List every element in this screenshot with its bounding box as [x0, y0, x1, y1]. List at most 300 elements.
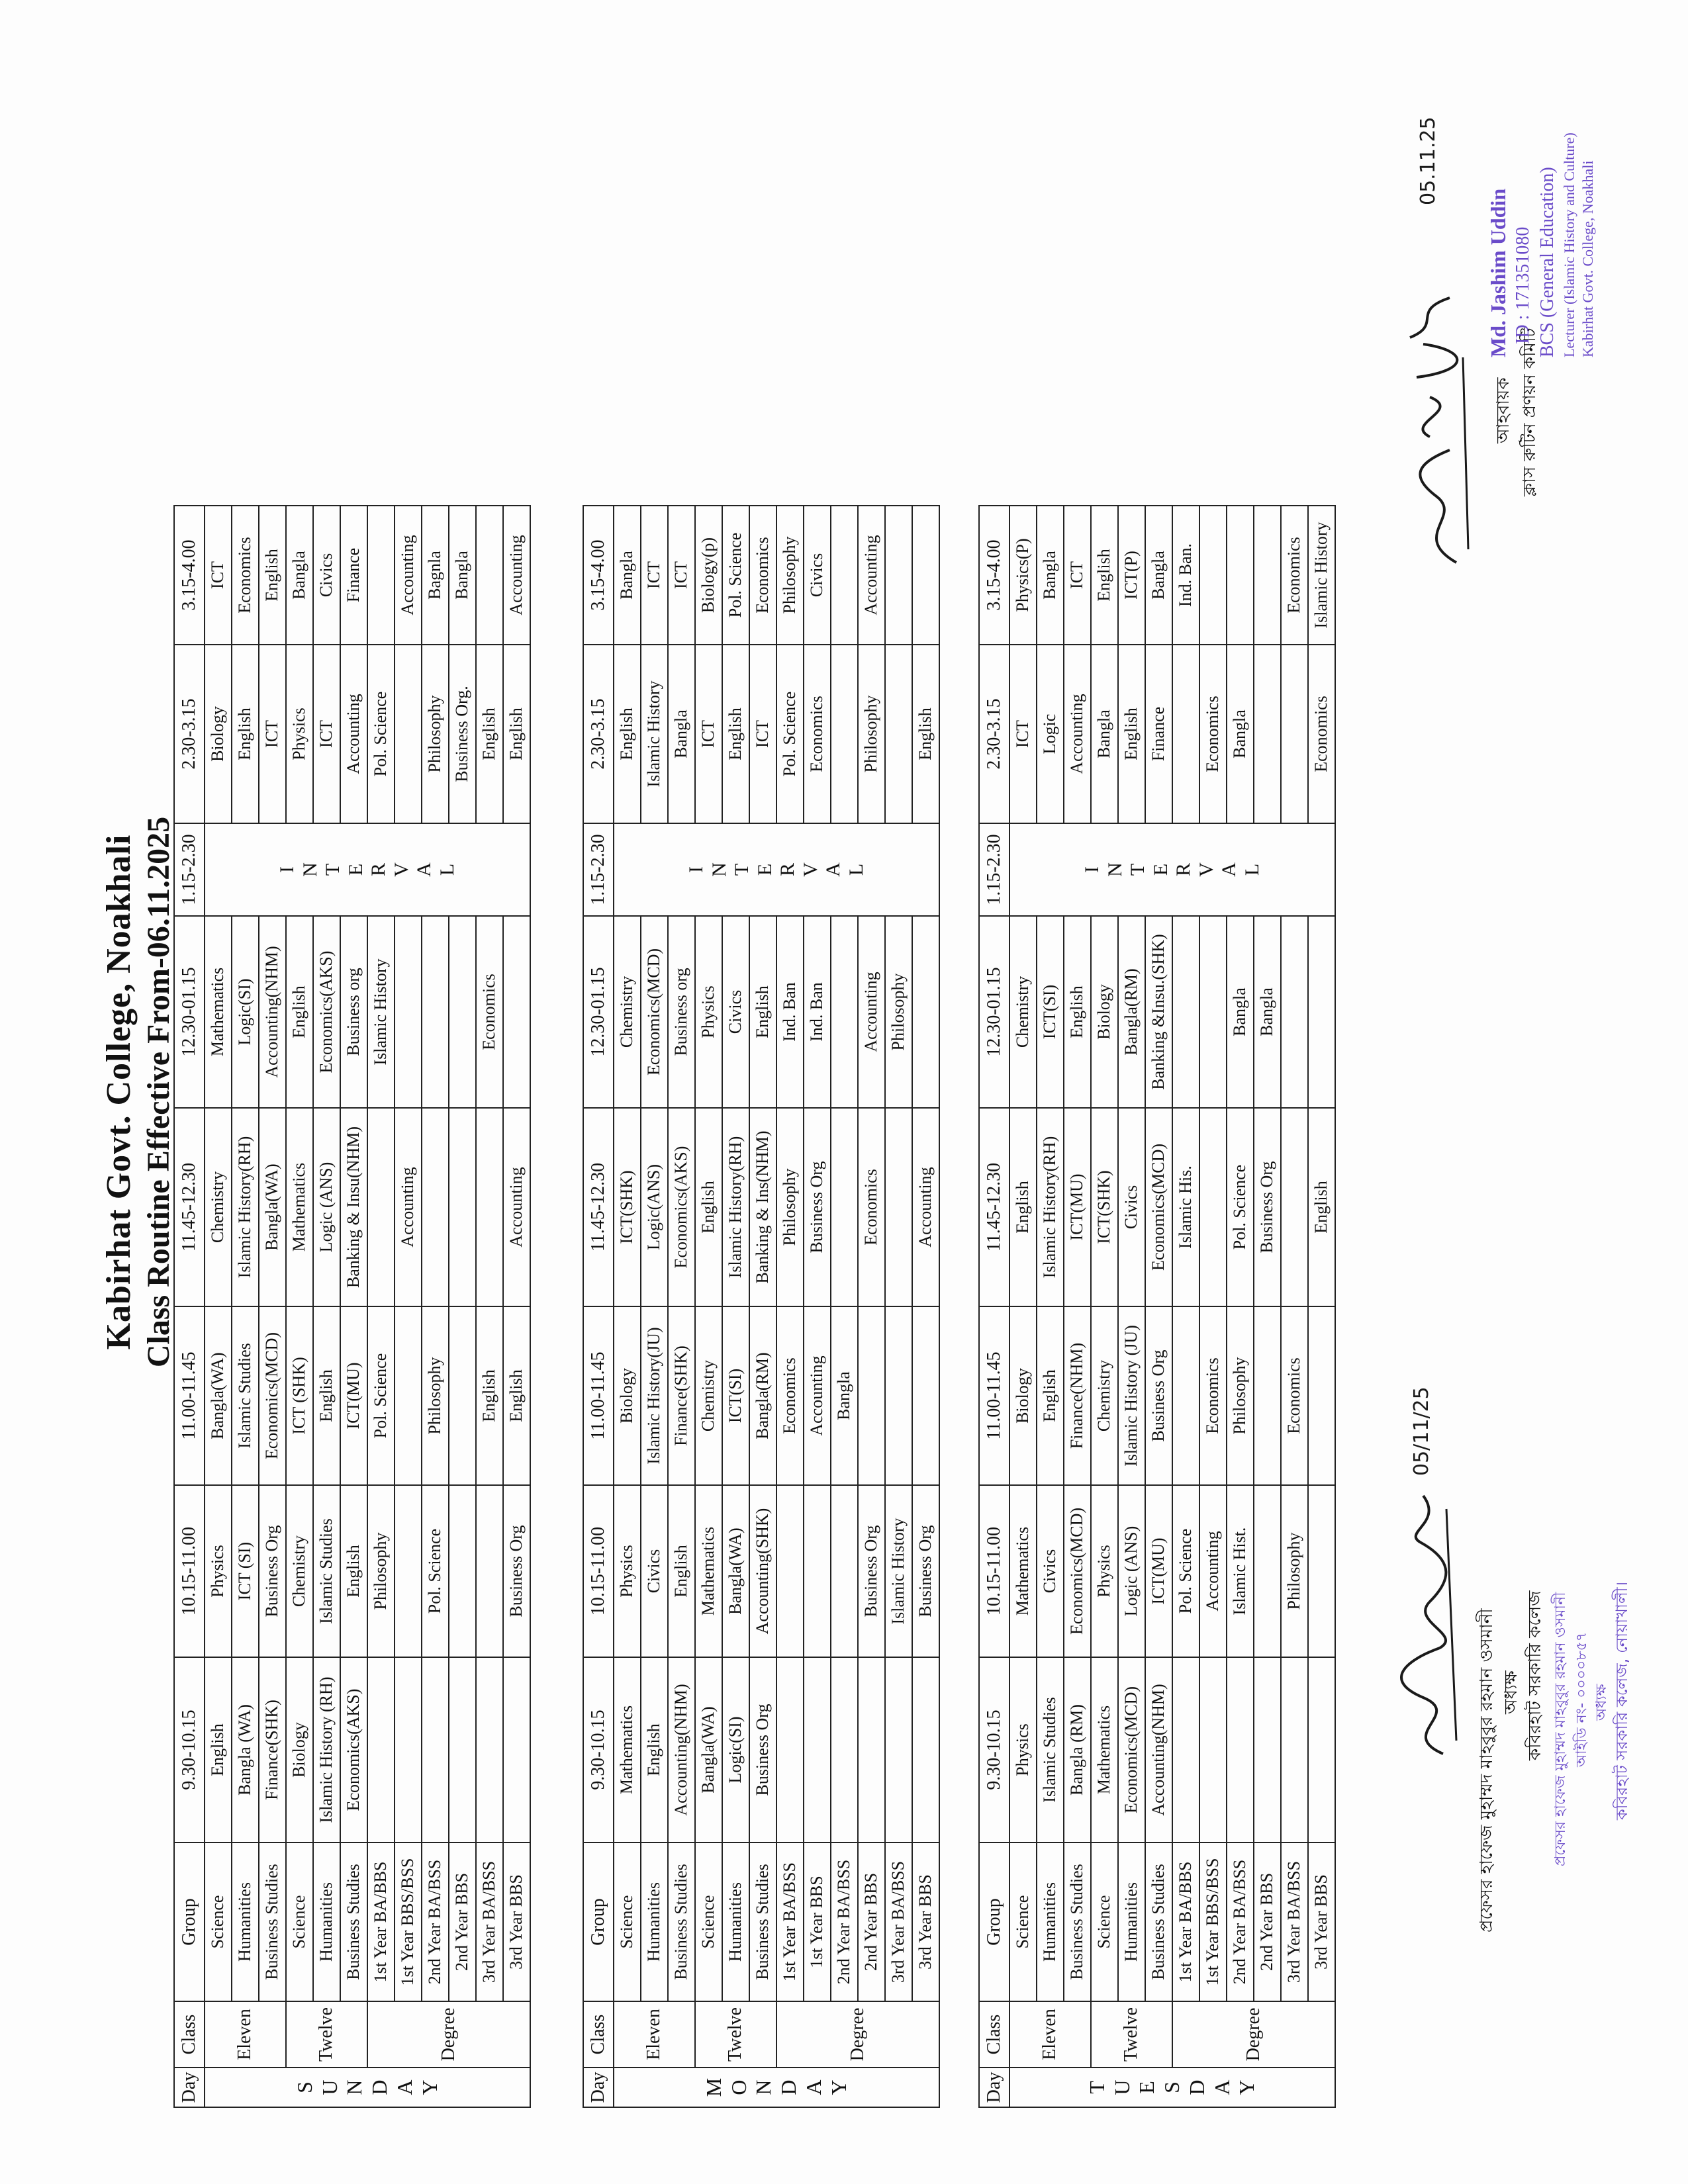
header-day: Day [174, 2068, 205, 2107]
routine-cell: Economics [858, 1108, 885, 1306]
routine-cell [1308, 1306, 1335, 1485]
routine-cell [476, 1485, 503, 1657]
routine-cell: Accounting [858, 506, 885, 645]
routine-cell: Bangla [1227, 916, 1254, 1108]
routine-cell: Economics [1281, 506, 1308, 645]
class-cell: Degree [776, 2001, 939, 2068]
interval-cell: I N T E R V A L [614, 823, 939, 916]
table-row [1145, 506, 1172, 2107]
routine-cell [831, 506, 858, 645]
group-cell: Business Studies [259, 1843, 286, 2001]
group-cell: 2nd Year BA/BSS [422, 1843, 449, 2001]
routine-cell: Bangla(RM) [749, 1306, 776, 1485]
table-row [858, 506, 885, 2107]
routine-cell: Islamic History(JU) [641, 1306, 668, 1485]
routine-cell: Business Org [1145, 1306, 1172, 1485]
principal-stamp-college: কবিরহাট সরকারি কলেজ, নোয়াখালী। [1613, 1581, 1631, 1820]
table-row [912, 506, 939, 2107]
monday-routine-table [583, 505, 940, 2108]
routine-cell: Biology [1091, 916, 1118, 1108]
table-row [1118, 506, 1145, 2107]
routine-cell: Chemistry [1009, 916, 1037, 1108]
routine-cell: Accounting [804, 1306, 831, 1485]
convener-stamp-name: Md. Jashim Uddin [1486, 188, 1510, 357]
routine-cell [1254, 1657, 1281, 1843]
routine-cell: Logic(ANS) [641, 1108, 668, 1306]
group-cell: Business Studies [340, 1843, 367, 2001]
principal-sign-date: 05/11/25 [1410, 1387, 1433, 1476]
header-time-slot: 2.30-3.15 [979, 645, 1009, 823]
group-cell: 3rd Year BA/BSS [885, 1843, 912, 2001]
routine-cell: English [313, 1306, 340, 1485]
routine-cell [449, 1485, 476, 1657]
routine-cell: Bangla [1254, 916, 1281, 1108]
routine-cell: Pol. Science [367, 1306, 395, 1485]
routine-cell: Business org [668, 916, 695, 1108]
routine-cell: Economics [232, 506, 259, 645]
routine-cell: ICT [1064, 506, 1091, 645]
routine-cell [1281, 1657, 1308, 1843]
routine-cell [449, 916, 476, 1108]
routine-cell: Accounting(NHM) [1145, 1657, 1172, 1843]
routine-cell: English [614, 645, 641, 823]
routine-cell: ICT(MU) [1145, 1485, 1172, 1657]
routine-cell [1308, 1657, 1335, 1843]
routine-cell: English [503, 1306, 530, 1485]
class-cell: Twelve [286, 2001, 367, 2068]
routine-cell [1172, 1306, 1199, 1485]
principal-stamp-designation: অধ্যক্ষ [1593, 1684, 1610, 1721]
routine-cell [449, 1306, 476, 1485]
routine-cell: Logic(SI) [722, 1657, 749, 1843]
table-row [503, 506, 530, 2107]
routine-cell: English [695, 1108, 722, 1306]
routine-cell: Economics(AKS) [340, 1657, 367, 1843]
routine-cell: English [722, 645, 749, 823]
routine-cell: Finance(SHK) [259, 1657, 286, 1843]
routine-cell: ICT [749, 645, 776, 823]
routine-cell: Islamic History (RH) [313, 1657, 340, 1843]
header-time-slot: 9.30-10.15 [583, 1657, 614, 1843]
routine-cell: Bangla [668, 645, 695, 823]
table-row [1172, 506, 1199, 2107]
routine-cell: Accounting [1199, 1485, 1227, 1657]
table-row [1281, 506, 1308, 2107]
routine-cell [776, 1657, 804, 1843]
routine-cell: Accounting [503, 506, 530, 645]
routine-cell: Ind. Ban [804, 916, 831, 1108]
routine-cell: English [1037, 1306, 1064, 1485]
header-class: Class [174, 2001, 205, 2068]
group-cell: 2nd Year BBS [1254, 1843, 1281, 2001]
group-cell: Humanities [722, 1843, 749, 2001]
header-time-slot: 12.30-01.15 [583, 916, 614, 1108]
convener-committee: ক্লাস রুটিন প্রণয়ন কমিটি [1520, 328, 1540, 496]
group-cell: 2nd Year BBS [449, 1843, 476, 2001]
group-cell: Science [614, 1843, 641, 2001]
routine-cell: Chemistry [205, 1108, 232, 1306]
routine-cell: Physics [1091, 1485, 1118, 1657]
group-cell: 1st Year BBS/BSS [1199, 1843, 1227, 2001]
table-row [422, 506, 449, 2107]
routine-cell: ICT(SI) [722, 1306, 749, 1485]
routine-cell: Physics [614, 1485, 641, 1657]
routine-cell [1199, 916, 1227, 1108]
table-row [259, 506, 286, 2107]
routine-cell: Finance(SHK) [668, 1306, 695, 1485]
header-day: Day [979, 2068, 1009, 2107]
convener-signature-scribble [1390, 232, 1483, 576]
group-cell: 1st Year BBS/BSS [395, 1843, 422, 2001]
table-row [695, 506, 722, 2107]
routine-cell: Islamic His. [1172, 1108, 1199, 1306]
routine-cell [1254, 506, 1281, 645]
routine-cell: Mathematics [286, 1108, 313, 1306]
routine-cell: English [641, 1657, 668, 1843]
day-cell: M O N D A Y [614, 2068, 939, 2107]
routine-cell: English [668, 1485, 695, 1657]
routine-cell [885, 645, 912, 823]
routine-cell: Bangla [449, 506, 476, 645]
routine-cell: Economics(AKS) [313, 916, 340, 1108]
routine-cell: Accounting(NHM) [259, 916, 286, 1108]
routine-cell: Bangla [831, 1306, 858, 1485]
interval-cell: I N T E R V A L [1009, 823, 1335, 916]
routine-cell: ICT [259, 645, 286, 823]
table-row [1227, 506, 1254, 2107]
routine-cell: Ind. Ban. [1172, 506, 1199, 645]
routine-cell: Islamic History (JU) [1118, 1306, 1145, 1485]
table-row [1037, 506, 1064, 2107]
routine-cell: Philosophy [1281, 1485, 1308, 1657]
class-cell: Degree [367, 2001, 530, 2068]
table-row [1199, 506, 1227, 2107]
principal-stamp-name: প্রফেসর হাফেজ মুহাম্মদ মাহবুবুর রহমান ওসমানী [1552, 1592, 1569, 1866]
routine-cell: English [1118, 645, 1145, 823]
routine-cell [1254, 645, 1281, 823]
routine-cell: Civics [804, 506, 831, 645]
header-time-slot: 11.00-11.45 [583, 1306, 614, 1485]
table-row [804, 506, 831, 2107]
table-row [1064, 506, 1091, 2107]
routine-cell: Civics [641, 1485, 668, 1657]
routine-cell: ICT(SI) [1037, 916, 1064, 1108]
routine-cell [1199, 506, 1227, 645]
table-row [476, 506, 503, 2107]
convener-sign-date: 05.11.25 [1417, 116, 1440, 205]
group-cell: Business Studies [749, 1843, 776, 2001]
tuesday-routine-table [978, 505, 1336, 2108]
routine-cell: Chemistry [614, 916, 641, 1108]
routine-cell [422, 916, 449, 1108]
group-cell: 2nd Year BBS [858, 1843, 885, 2001]
group-cell: 1st Year BA/BBS [1172, 1843, 1199, 2001]
routine-cell [912, 506, 939, 645]
routine-cell: Mathematics [1091, 1657, 1118, 1843]
routine-cell: Economics [776, 1306, 804, 1485]
routine-cell: ICT [668, 506, 695, 645]
routine-cell: Biology [205, 645, 232, 823]
routine-cell [476, 1108, 503, 1306]
routine-cell [395, 1306, 422, 1485]
routine-cell [1199, 1657, 1227, 1843]
routine-cell: Civics [722, 916, 749, 1108]
header-group: Group [583, 1843, 614, 2001]
header-day: Day [583, 2068, 614, 2107]
day-cell: T U E S D A Y [1009, 2068, 1335, 2107]
routine-cell [422, 1657, 449, 1843]
convener-designation: আহবায়ক [1493, 377, 1513, 443]
routine-cell: English [503, 645, 530, 823]
routine-cell [367, 1108, 395, 1306]
routine-cell: Biology [286, 1657, 313, 1843]
class-cell: Twelve [1091, 2001, 1172, 2068]
routine-cell: Pol. Science [1172, 1485, 1199, 1657]
principal-signature-scribble [1383, 1482, 1470, 1760]
routine-cell: Banking & Ins(NHM) [749, 1108, 776, 1306]
routine-cell: Economics(MCD) [1145, 1108, 1172, 1306]
routine-cell: ICT (SI) [232, 1485, 259, 1657]
table-row [1254, 506, 1281, 2107]
routine-cell: English [1064, 916, 1091, 1108]
routine-cell: Islamic Studies [313, 1485, 340, 1657]
routine-cell: Islamic Hist. [1227, 1485, 1254, 1657]
routine-cell: Economics(AKS) [668, 1108, 695, 1306]
header-time-slot: 11.45-12.30 [979, 1108, 1009, 1306]
class-cell: Degree [1172, 2001, 1335, 2068]
routine-cell: Philosophy [1227, 1306, 1254, 1485]
routine-cell: Bangla [1037, 506, 1064, 645]
routine-cell: ICT(SHK) [1091, 1108, 1118, 1306]
routine-cell [395, 916, 422, 1108]
routine-cell: Biology [1009, 1306, 1037, 1485]
group-cell: 3rd Year BA/BSS [1281, 1843, 1308, 2001]
header-time-slot: 10.15-11.00 [583, 1485, 614, 1657]
routine-cell: English [476, 645, 503, 823]
routine-cell [1172, 645, 1199, 823]
routine-cell: Mathematics [695, 1485, 722, 1657]
table-row [776, 506, 804, 2107]
routine-cell: English [340, 1485, 367, 1657]
routine-cell: Bangla(WA) [722, 1485, 749, 1657]
routine-cell: Bangla [1091, 645, 1118, 823]
routine-cell: Accounting [395, 1108, 422, 1306]
routine-cell [422, 1108, 449, 1306]
routine-cell: Economics [1281, 1306, 1308, 1485]
routine-cell [885, 506, 912, 645]
table-row [722, 506, 749, 2107]
routine-cell: ICT [205, 506, 232, 645]
routine-cell: Banking &Insu.(SHK) [1145, 916, 1172, 1108]
routine-cell: English [259, 506, 286, 645]
group-cell: Science [695, 1843, 722, 2001]
routine-cell [1227, 506, 1254, 645]
routine-cell [776, 1485, 804, 1657]
group-cell: Business Studies [1064, 1843, 1091, 2001]
routine-cell [503, 916, 530, 1108]
header-time-slot: 3.15-4.00 [174, 506, 205, 645]
routine-cell: Physics [695, 916, 722, 1108]
header-time-slot: 12.30-01.15 [174, 916, 205, 1108]
routine-cell: Logic (ANS) [1118, 1485, 1145, 1657]
group-cell: 3rd Year BBS [912, 1843, 939, 2001]
routine-cell: Bangla [614, 506, 641, 645]
group-cell: Science [1009, 1843, 1037, 2001]
routine-cell: Islamic History [885, 1485, 912, 1657]
routine-cell: Economics [476, 916, 503, 1108]
principal-name: প্রফেসর হাফেজ মুহাম্মদ মাহবুবুর রহমান ওসমানী [1477, 1608, 1497, 1933]
table-row [340, 506, 367, 2107]
routine-cell: Accounting [1064, 645, 1091, 823]
routine-cell: Chemistry [695, 1306, 722, 1485]
routine-cell: Finance(NHM) [1064, 1306, 1091, 1485]
header-time-slot: 3.15-4.00 [583, 506, 614, 645]
header-row [979, 506, 1009, 2107]
table-row [313, 506, 340, 2107]
routine-cell: Physics [1009, 1657, 1037, 1843]
routine-cell: Islamic Studies [232, 1306, 259, 1485]
routine-cell [1281, 1108, 1308, 1306]
routine-cell: Logic [1037, 645, 1064, 823]
header-time-slot: 9.30-10.15 [174, 1657, 205, 1843]
routine-cell: English [1009, 1108, 1037, 1306]
routine-cell [885, 1306, 912, 1485]
group-cell: Science [286, 1843, 313, 2001]
routine-cell: Bangla(WA) [205, 1306, 232, 1485]
routine-cell [367, 1657, 395, 1843]
routine-cell: Accounting [912, 1108, 939, 1306]
routine-cell: Civics [313, 506, 340, 645]
header-time-slot: 11.00-11.45 [174, 1306, 205, 1485]
routine-cell [831, 645, 858, 823]
routine-cell: Philosophy [422, 1306, 449, 1485]
routine-cell [831, 916, 858, 1108]
routine-cell: Bangla(RM) [1118, 916, 1145, 1108]
routine-cell: Mathematics [614, 1657, 641, 1843]
routine-cell: Physics(P) [1009, 506, 1037, 645]
routine-cell: Chemistry [1091, 1306, 1118, 1485]
routine-cell [503, 1657, 530, 1843]
class-cell: Eleven [205, 2001, 286, 2068]
routine-cell: Economics [1199, 1306, 1227, 1485]
table-row [1091, 506, 1118, 2107]
routine-cell: Islamic History [367, 916, 395, 1108]
group-cell: 1st Year BBS [804, 1843, 831, 2001]
convener-stamp-college: Kabirhat Govt. College, Noakhali [1579, 160, 1596, 357]
routine-cell: Logic(SI) [232, 916, 259, 1108]
routine-cell: Accounting(NHM) [668, 1657, 695, 1843]
header-class: Class [583, 2001, 614, 2068]
routine-cell: ICT [641, 506, 668, 645]
routine-cell: ICT [695, 645, 722, 823]
routine-cell [831, 1485, 858, 1657]
header-class: Class [979, 2001, 1009, 2068]
routine-cell: English [912, 645, 939, 823]
table-row [205, 506, 232, 2107]
routine-cell: Pol. Science [422, 1485, 449, 1657]
header-group: Group [174, 1843, 205, 2001]
routine-cell: Business Org [1254, 1108, 1281, 1306]
principal-designation: অধ্যক্ষ [1501, 1670, 1521, 1714]
group-cell: 3rd Year BBS [1308, 1843, 1335, 2001]
routine-cell: Physics [205, 1485, 232, 1657]
routine-cell: Pol. Science [776, 645, 804, 823]
interval-cell: I N T E R V A L [205, 823, 530, 916]
routine-cell: Economics [804, 645, 831, 823]
routine-cell: Economics [1308, 645, 1335, 823]
routine-cell: Business Org. [449, 645, 476, 823]
routine-cell: English [1308, 1108, 1335, 1306]
header-time-slot: 2.30-3.15 [583, 645, 614, 823]
routine-cell [858, 1306, 885, 1485]
routine-cell: Islamic History [641, 645, 668, 823]
routine-cell: Philosophy [885, 916, 912, 1108]
group-cell: Humanities [641, 1843, 668, 2001]
convener-stamp-post: Lecturer (Islamic History and Culture) [1561, 132, 1577, 357]
routine-cell: Bangla (RM) [1064, 1657, 1091, 1843]
group-cell: 3rd Year BBS [503, 1843, 530, 2001]
convener-stamp-cadre: BCS (General Education) [1537, 167, 1558, 357]
class-cell: Eleven [614, 2001, 695, 2068]
routine-cell: Mathematics [205, 916, 232, 1108]
routine-cell: ICT (SHK) [286, 1306, 313, 1485]
header-row [174, 506, 205, 2107]
header-time-slot: 9.30-10.15 [979, 1657, 1009, 1843]
routine-cell: Bangla [1227, 645, 1254, 823]
routine-cell: English [1091, 506, 1118, 645]
header-time-slot: 1.15-2.30 [583, 823, 614, 916]
routine-cell: Philosophy [422, 645, 449, 823]
routine-cell: Philosophy [367, 1485, 395, 1657]
routine-cell: Business Org [858, 1485, 885, 1657]
routine-cell: Biology(p) [695, 506, 722, 645]
table-row [641, 506, 668, 2107]
routine-cell: Pol. Science [1227, 1108, 1254, 1306]
routine-cell: Bangla [1145, 506, 1172, 645]
routine-cell: Accounting [858, 916, 885, 1108]
table-row [614, 506, 641, 2107]
routine-cell: Islamic History(RH) [232, 1108, 259, 1306]
group-cell: 2nd Year BA/BSS [831, 1843, 858, 2001]
routine-cell [858, 1657, 885, 1843]
table-row [1308, 506, 1335, 2107]
routine-cell [1172, 916, 1199, 1108]
header-time-slot: 1.15-2.30 [979, 823, 1009, 916]
routine-cell [449, 1657, 476, 1843]
routine-cell: Mathematics [1009, 1485, 1037, 1657]
routine-cell [831, 1657, 858, 1843]
routine-cell: Business Org [749, 1657, 776, 1843]
routine-cell: Finance [1145, 645, 1172, 823]
routine-cell [804, 1657, 831, 1843]
routine-cell: Economics [1199, 645, 1227, 823]
routine-cell: English [232, 645, 259, 823]
routine-cell: ICT(SHK) [614, 1108, 641, 1306]
header-time-slot: 12.30-01.15 [979, 916, 1009, 1108]
routine-cell: Civics [1118, 1108, 1145, 1306]
routine-cell: Philosophy [858, 645, 885, 823]
routine-cell: Physics [286, 645, 313, 823]
routine-cell [449, 1108, 476, 1306]
routine-cell: Bangla [286, 506, 313, 645]
routine-cell: Philosophy [776, 1108, 804, 1306]
class-cell: Twelve [695, 2001, 776, 2068]
routine-cell [1281, 645, 1308, 823]
header-time-slot: 10.15-11.00 [979, 1485, 1009, 1657]
routine-cell: ICT(P) [1118, 506, 1145, 645]
class-cell: Eleven [1009, 2001, 1091, 2068]
header-time-slot: 11.00-11.45 [979, 1306, 1009, 1485]
